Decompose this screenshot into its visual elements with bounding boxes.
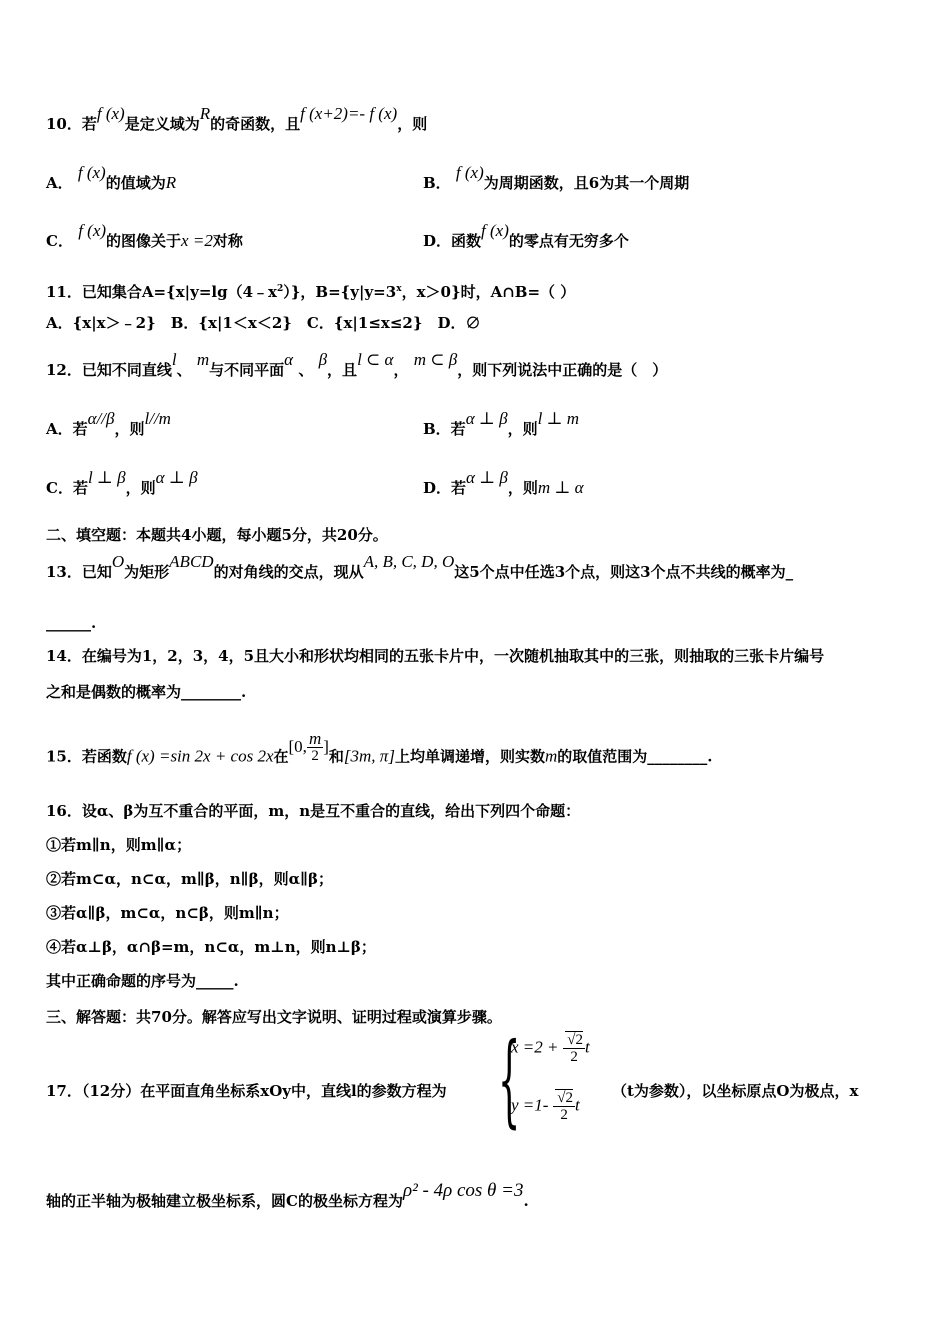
q12-d-res: m ⊥ α bbox=[537, 478, 584, 497]
q11-text3: ，x＞0}时，A∩B=（ ） bbox=[401, 283, 576, 301]
q10-b-fx: f (x) bbox=[455, 163, 484, 182]
q13-O: O bbox=[111, 552, 125, 571]
q10-b-text: 为周期函数，且6为其一个周期 bbox=[483, 174, 690, 192]
q11-supx: x bbox=[396, 284, 402, 294]
q12-sep2: 、 bbox=[298, 361, 314, 379]
q17-eq2 bbox=[511, 1090, 580, 1123]
q10-option-d bbox=[423, 221, 629, 251]
q10-stem bbox=[46, 104, 428, 134]
q10-d-text: 的零点有无穷多个 bbox=[508, 232, 629, 250]
q10-b-label: B． bbox=[423, 174, 451, 192]
q12-c-cond: l ⊥ β bbox=[87, 468, 126, 487]
q10-c-fx: f (x) bbox=[78, 221, 107, 240]
q11-sup2: 2 bbox=[276, 284, 284, 294]
q10-c-label: C． bbox=[46, 232, 73, 250]
q15-fraction bbox=[307, 731, 323, 764]
q11-options: A．{x|x＞﹣2} B．{x|1＜x＜2} C．{x|1≤x≤2} D．∅ bbox=[46, 314, 481, 332]
q16-prop1: ①若m∥n，则m∥α； bbox=[46, 836, 192, 854]
q12-comma: ， bbox=[393, 361, 409, 379]
q10-c-eq: x =2 bbox=[181, 231, 213, 250]
q15-interval2: [3m, π] bbox=[343, 746, 395, 766]
q12-m-subset: m ⊂ β bbox=[413, 350, 458, 369]
q10-a-label: A． bbox=[46, 174, 73, 192]
q17-eq1-sqrt: √2 bbox=[567, 1032, 584, 1048]
q13-stem bbox=[46, 552, 794, 582]
q17-polar-eq: ρ² - 4ρ cos θ =3 bbox=[402, 1180, 524, 1201]
q10-option-b bbox=[423, 163, 690, 193]
q12-a-label: A．若 bbox=[46, 420, 88, 438]
q12-c-res: α ⊥ β bbox=[155, 468, 198, 487]
q10-text: 是定义域为 bbox=[124, 115, 200, 133]
q12-text2: 与不同平面 bbox=[209, 361, 285, 379]
q12-option-d bbox=[423, 468, 584, 498]
section2-heading: 二、填空题：本题共4小题，每小题5分，共20分。 bbox=[46, 526, 388, 544]
q12-text3: ，且 bbox=[327, 361, 358, 379]
q10-d-label: D．函数 bbox=[423, 232, 482, 250]
q15-interval1-left: [0, bbox=[288, 736, 307, 756]
q12-a-then: ，则 bbox=[114, 420, 145, 438]
q12-options-cd bbox=[46, 468, 906, 498]
q10-text3: ，则 bbox=[397, 115, 428, 133]
q12-b-cond: α ⊥ β bbox=[465, 409, 508, 428]
q15-in: 在 bbox=[273, 747, 289, 766]
q10-fx: f (x) bbox=[96, 104, 125, 123]
q15-stem bbox=[46, 729, 713, 774]
q12-b-then: ，则 bbox=[507, 420, 538, 438]
q12-l: l bbox=[171, 350, 177, 369]
section3-heading: 三、解答题：共70分。解答应写出文字说明、证明过程或演算步骤。 bbox=[46, 1008, 502, 1026]
q13-blank: ______. bbox=[46, 614, 97, 632]
q17-eq1 bbox=[511, 1032, 590, 1065]
q16-prop3: ③若α∥β，m⊂α，n⊂β，则m∥n； bbox=[46, 904, 289, 922]
q10-text2: 的奇函数，且 bbox=[210, 115, 301, 133]
q15-text2: 上均单调递增，则实数 bbox=[394, 747, 545, 766]
q15-text3: 的取值范围为________. bbox=[557, 747, 713, 766]
q12-sep: 、 bbox=[176, 361, 192, 379]
q10-d-fx: f (x) bbox=[481, 221, 509, 240]
q17-eq1-den: 2 bbox=[570, 1049, 578, 1065]
q10-number: 10．若 bbox=[46, 115, 97, 133]
q12-b-res: l ⊥ m bbox=[537, 409, 580, 428]
q12-c-then: ，则 bbox=[125, 479, 156, 497]
q12-b-label: B．若 bbox=[423, 420, 466, 438]
q10-c-text2: 对称 bbox=[212, 232, 243, 250]
q17-eq2-frac bbox=[553, 1090, 575, 1123]
q13-text4: 这5个点中任选3个点，则这3个点不共线的概率为_ bbox=[454, 563, 794, 581]
q17-brace: { bbox=[498, 1021, 521, 1138]
q12-text: 12．已知不同直线 bbox=[46, 361, 172, 379]
q17-stem-post: （t为参数），以坐标原点O为极点，x bbox=[612, 1082, 859, 1100]
q10-options-cd bbox=[46, 221, 906, 251]
q12-option-b bbox=[423, 409, 580, 439]
q16-prop2: ②若m⊂α，n⊂α，m∥β，n∥β，则α∥β； bbox=[46, 870, 334, 888]
q16-end: 其中正确命题的序号为_____. bbox=[46, 972, 239, 990]
q12-d-label: D．若 bbox=[423, 479, 467, 497]
q14-line1: 14．在编号为1，2，3，4，5且大小和形状均相同的五张卡片中，一次随机抽取其中的三张，则抽取的三张卡片编号 bbox=[46, 647, 825, 665]
q13-text2: 为矩形 bbox=[124, 563, 170, 581]
q13-points: A, B, C, D, O bbox=[363, 552, 455, 571]
q12-l-subset: l ⊂ α bbox=[357, 350, 394, 369]
q17-eq2-t: t bbox=[574, 1095, 580, 1115]
q14-line2: 之和是偶数的概率为________. bbox=[46, 683, 247, 701]
q11-text2: ）}，B={y|y=3 bbox=[283, 283, 397, 301]
q11-text: 11．已知集合A={x|y=lg（4﹣x bbox=[46, 283, 277, 301]
q17-eq2-lhs: y =1- bbox=[511, 1095, 549, 1115]
q17-stem bbox=[46, 1081, 447, 1101]
q13-text: 13．已知 bbox=[46, 563, 112, 581]
q12-stem bbox=[46, 350, 668, 380]
q12-d-then: ，则 bbox=[507, 479, 538, 497]
q12-a-cond: α//β bbox=[87, 409, 115, 428]
q15-interval1-right: ] bbox=[323, 736, 329, 756]
q12-options-ab bbox=[46, 409, 906, 439]
q17-eq1-lhs: x =2 + bbox=[511, 1037, 559, 1057]
q15-text: 15．若函数 bbox=[46, 747, 127, 766]
q16-prop4: ④若α⊥β，α∩β=m，n⊂α，m⊥n，则n⊥β； bbox=[46, 938, 376, 956]
q17-eq1-frac bbox=[563, 1032, 585, 1065]
q12-a-res: l//m bbox=[144, 409, 171, 428]
q10-a-text: 的值域为 bbox=[105, 174, 166, 192]
q17-text2: 轴的正半轴为极轴建立极坐标系，圆C的极坐标方程为 bbox=[46, 1192, 403, 1210]
q11-stem bbox=[46, 279, 575, 302]
q10-a-R: R bbox=[165, 173, 177, 192]
q10-c-text: 的图像关于 bbox=[106, 232, 182, 250]
q12-d-cond: α ⊥ β bbox=[466, 468, 508, 487]
q12-alpha: α bbox=[284, 350, 294, 369]
q13-text3: 的对角线的交点，现从 bbox=[213, 563, 364, 581]
q17-eq2-sqrt: √2 bbox=[557, 1090, 573, 1106]
q12-beta: β bbox=[318, 350, 328, 369]
q12-m: m bbox=[196, 350, 210, 369]
q13-ABCD: ABCD bbox=[169, 552, 214, 571]
q12-text4: ，则下列说法中正确的是（ ） bbox=[457, 361, 668, 379]
q17-end: . bbox=[523, 1192, 529, 1210]
q10-options-ab bbox=[46, 163, 906, 193]
q15-frac-num: m bbox=[308, 729, 322, 748]
q15-and: 和 bbox=[328, 747, 344, 766]
q17-eq2-den: 2 bbox=[560, 1107, 568, 1123]
q15-m: m bbox=[544, 746, 558, 766]
q12-c-label: C．若 bbox=[46, 479, 88, 497]
q15-frac-den: 2 bbox=[311, 748, 319, 764]
q16-stem: 16．设α、β为互不重合的平面，m，n是互不重合的直线，给出下列四个命题： bbox=[46, 802, 581, 820]
q17-text: 17．（12分）在平面直角坐标系xOy中，直线l的参数方程为 bbox=[46, 1082, 447, 1100]
q10-R: R bbox=[199, 104, 211, 123]
q17-line2 bbox=[46, 1180, 529, 1211]
q15-func: f (x) =sin 2x + cos 2x bbox=[126, 746, 274, 766]
q10-equation: f (x+2)=- f (x) bbox=[300, 104, 398, 123]
q17-eq1-t: t bbox=[585, 1037, 590, 1057]
q10-a-fx: f (x) bbox=[77, 163, 106, 182]
